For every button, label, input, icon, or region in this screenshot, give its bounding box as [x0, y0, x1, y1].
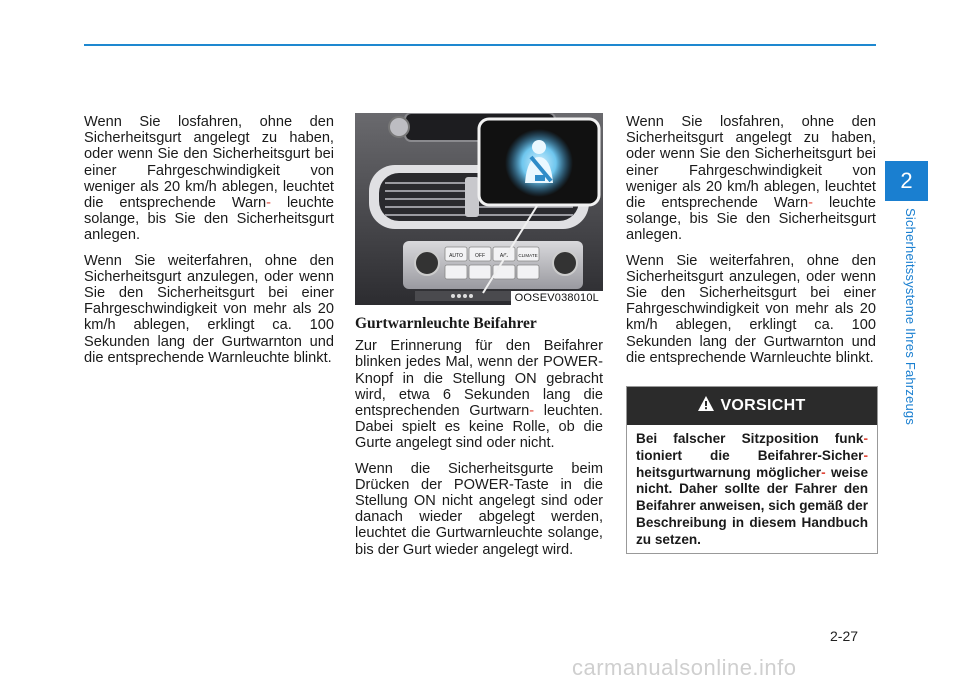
paragraph: Wenn Sie losfahren, ohne den Sicherheitsgurt angelegt zu haben, oder wenn Sie den Sicherheitsgurt bei einer Fahrgeschwindigkeit von weniger als 20 km/h ablegen, leuchtet die entsprechende Warn- leuchte solange, bis Sie den Sicherheitsgurt anlegen.: [84, 114, 334, 244]
button-climate-label: CLIMATE: [518, 253, 538, 258]
button-ac-label: A/C: [499, 253, 509, 259]
caution-header: [627, 387, 877, 425]
paragraph: Wenn die Sicherheitsgurte beim Drücken der POWER-Taste in die Stellung ON nicht angelegt sind oder danach wieder abgelegt werden, leuchtet die Gurtwarnleuchte solange, bis der Gurt wieder angelegt wird.: [355, 460, 603, 558]
page-number: 2-27: [830, 628, 859, 644]
paragraph: Zur Erinnerung für den Beifahrer blinken jedes Mal, wenn der POWER-Knopf in die Stellung ON gebracht wird, etwa 6 Sekunden lang die entsprechenden Gurtwarn- leuchten. Dabei spielt es keine Rolle, ob die Gurte angelegt sind oder nicht.: [355, 338, 603, 452]
column-left: [84, 114, 334, 375]
chapter-tab: 2: [885, 161, 928, 201]
section-heading: Gurtwarnleuchte Beifahrer: [355, 315, 537, 332]
column-right: [626, 114, 876, 375]
figure-caption: OOSEV038010L: [511, 291, 603, 305]
paragraph: Wenn Sie weiterfahren, ohne den Sicherheitsgurt anzulegen, oder wenn Sie den Sicherheitsgurt bei einer Fahrgeschwindigkeit von mehr als 20 km/h ablegen, erklingt ca. 100 Sekunden lang der Gurtwarnton und die entsprechende Warnleuchte blinkt.: [626, 252, 876, 366]
paragraph: Wenn Sie losfahren, ohne den Sicherheitsgurt angelegt zu haben, oder wenn Sie den Sicherheitsgurt bei einer Fahrgeschwindigkeit von weniger als 20 km/h ablegen, leuchtet die entsprechende Warn- leuchte solange, bis Sie den Sicherheitsgurt anlegen.: [626, 114, 876, 244]
dashboard-illustration: [355, 113, 603, 305]
paragraph: Wenn Sie weiterfahren, ohne den Sicherheitsgurt anzulegen, oder wenn Sie den Sicherheitsgurt bei einer Fahrgeschwindigkeit von mehr als 20 km/h ablegen, erklingt ca. 100 Sekunden lang der Gurtwarnton und die entsprechende Warnleuchte blinkt.: [84, 252, 334, 366]
caution-box: [626, 386, 878, 554]
chapter-title: Sicherheitssysteme Ihres Fahrzeugs: [903, 208, 918, 426]
top-rule: [84, 44, 876, 46]
caution-title: VORSICHT: [720, 397, 806, 414]
caution-text: Bei falscher Sitzposition funk- tioniert die Beifahrer-Sicher- heitsgurtwarnung möglicher- weise nicht. Daher sollte der Fahrer den Beifahrer anweisen, sich gemäß der Beschreibung in diesem Handbuch zu setzen.: [636, 431, 868, 547]
button-off-label: OFF: [475, 253, 485, 259]
column-middle: [355, 316, 603, 567]
dashboard-figure: [355, 113, 603, 305]
seatbelt-warning-icon: [505, 129, 573, 197]
watermark: carmanualsonline.info: [572, 655, 797, 680]
warning-triangle-icon: [698, 396, 714, 416]
button-auto-label: AUTO: [449, 253, 463, 259]
